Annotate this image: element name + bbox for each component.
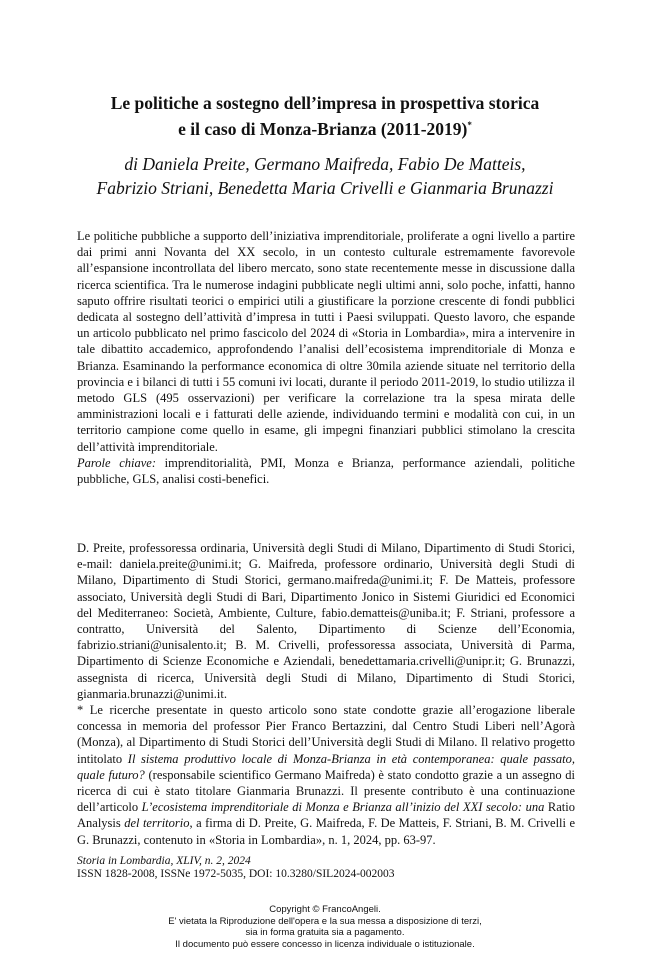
abstract	[77, 228, 575, 455]
note-part-a: * Le ricerche presentate in questo articolo sono state condotte grazie all’erogazione liberale concessa in memoria del professor Pier Franco Bertazzini, dal Centro Studi Liberi nell’Agorà (Monza), al Dipartimento di Studi Storici dell’Università degli Studi di Milano. Il relativo progetto intitolato	[77, 703, 575, 766]
title-line-1: Le politiche a sostegno dell’impresa in prospettiva storica	[110, 93, 540, 113]
copyright-line-2: E' vietata la Riproduzione dell'opera e la sua messa a disposizione di terzi,	[168, 915, 482, 927]
title-footnote-mark: *	[467, 120, 472, 130]
journal-citation: Storia in Lombardia, XLIV, n. 2, 2024	[77, 855, 251, 867]
copyright-line-3: sia in forma gratuita sia a pagamento.	[245, 927, 405, 938]
copyright-line-4: Il documento può essere concesso in licenza individuale o istituzionale.	[175, 938, 475, 950]
note-ratio-analysis: Ratio Analysis	[77, 800, 576, 831]
abstract-text: Le politiche pubbliche a supporto dell’iniziativa imprenditoriale, proliferate a ogni livello a partire dai primi anni Novanta del XX secolo, in un contesto culturale estremamente favorevole all’espansione incontrollata del libero mercato, sono state recentemente messe in discussione dalla ricerca scientifica. Tra le numerose indagini pubblicate negli ultimi anni, solo poche, infatti, hanno saputo offrire risultati teorici o empirici utili a giustificare la porzione crescente di fondi pubblici dedicata al sostegno dell’attività d’impresa in tutti i Paesi sviluppati. Questo lavoro, che espande un articolo pubblicato nel primo fascicolo del 2024 di «Storia in Lombardia», mira a intervenire in tale dibattito accademico, approfondendo l’analisi dell’ecosistema imprenditoriale di Monza e Brianza. Esaminando la performance economica di oltre 30mila aziende situate nel territorio della provincia e i bilanci di tutti i 55 comuni ivi locati, durante il periodo 2011-2019, lo studio utilizza il metodo GLS (495 osservazioni) per verificare la correlazione tra la spesa mirata delle amministrazioni locali e i fatturati delle aziende, individuando termini e modalità con cui, in un territorio campione come quello in esame, gli impegni finanziari pubblici stimolano la crescita dell’attività imprenditoriale.	[77, 229, 575, 454]
article-title	[40, 92, 610, 140]
copyright-line-1: Copyright © FrancoAngeli.	[269, 904, 381, 915]
authors-line-2: Fabrizio Striani, Benedetta Maria Crivelli e Gianmaria Brunazzi	[96, 178, 554, 198]
keywords-label: Parole chiave:	[77, 456, 156, 470]
note-part-c: (responsabile scientifico Germano Maifreda) è stato condotto grazie a un assegno di ricerca di cui è stato titolare Gianmaria Brunazzi. Il presente contributo è una continuazione dell’articolo	[77, 767, 575, 815]
journal-issn-doi: ISSN 1828-2008, ISSNe 1972-5035, DOI: 10.3280/SIL2024-002003	[77, 868, 395, 880]
note-project-title: Il sistema produttivo locale di Monza-Brianza in età contemporanea: quale passato, quale futuro?	[77, 751, 575, 782]
authors-line-1: di Daniela Preite, Germano Maifreda, Fabio De Matteis,	[124, 154, 526, 174]
keywords	[77, 455, 575, 487]
acknowledgement-note	[77, 702, 575, 848]
author-affiliations	[77, 540, 575, 848]
note-article-title: L’ecosistema imprenditoriale di Monza e Brianza all’inizio del XXI secolo: una	[141, 800, 545, 815]
author-list	[40, 152, 610, 200]
copyright-notice	[40, 904, 610, 950]
note-territorio: del territorio	[124, 816, 190, 831]
keywords-text: imprenditorialità, PMI, Monza e Brianza, performance aziendali, politiche pubbliche, GLS, analisi costi-benefici.	[77, 456, 575, 487]
affiliations-text: D. Preite, professoressa ordinaria, Università degli Studi di Milano, Dipartimento di Studi Storici, e-mail: daniela.preite@unimi.it; G. Maifreda, professore ordinario, Università degli Studi di Milano, Dipartimento di Studi Storici, germano.maifreda@unimi.it; F. De Matteis, professore associato, Università degli Studi di Bari, Dipartimento Jonico in Sistemi Giuridici ed Economici del Mediterraneo: Società, Ambiente, Culture, fabio.dematteis@uniba.it; F. Striani, professore a contratto, Università del Salento, Dipartimento di Scienze dell’Economia, fabrizio.striani@unisalento.it; B. M. Crivelli, professoressa associata, Università di Parma, Dipartimento di Scienze Economiche e Aziendali, benedettamaria.crivelli@unipr.it; G. Brunazzi, assegnista di ricerca, Università degli Studi di Milano, Dipartimento di Studi Storici, gianmaria.brunazzi@unimi.it.	[77, 541, 575, 701]
title-line-2: e il caso di Monza-Brianza (2011-2019)	[178, 118, 468, 139]
note-part-g: , a firma di D. Preite, G. Maifreda, F. De Matteis, F. Striani, B. M. Crivelli e G. Brunazzi, contenuto in «Storia in Lombardia», n. 1, 2024, pp. 63-97.	[77, 816, 576, 847]
journal-info	[77, 855, 575, 881]
